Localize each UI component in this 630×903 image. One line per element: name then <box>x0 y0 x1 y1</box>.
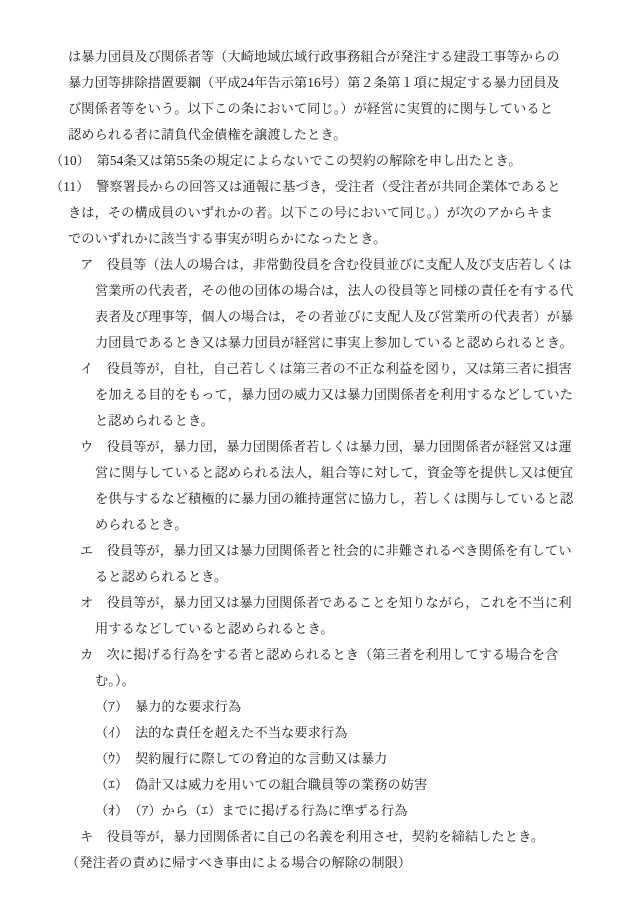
sub-item-e: （ｴ） 偽計又は威力を用いての組合職員等の業務の妨害 <box>95 777 428 792</box>
numbered-item-11-line: でのいずれかに該当する事実が明らかになったとき。 <box>68 231 387 246</box>
sub-item-i: （ｲ） 法的な責任を超えた不当な要求行為 <box>95 725 348 740</box>
paragraph-line: は暴力団員及び関係者等（大崎地域広域行政事務組合が発注する建設工事等からの <box>68 49 560 64</box>
section-heading: （発注者の責めに帰すべき事由による場合の解除の制限） <box>66 855 412 870</box>
katakana-item-e-line: ると認められるとき。 <box>95 569 228 584</box>
katakana-item-ki: キ 役員等が，暴力団関係者に自己の名義を利用させ，契約を締結したとき。 <box>80 829 545 844</box>
katakana-item-ka: カ 次に掲げる行為をする者と認められるとき（第三者を利用してする場合を含 <box>80 647 559 662</box>
katakana-item-a-line: 表者及び理事等，個人の場合は，その者並びに支配人及び営業所の代表者）が暴 <box>95 309 574 324</box>
sub-item-o: （ｵ） （ｱ）から（ｴ）までに掲げる行為に準ずる行為 <box>95 803 408 818</box>
paragraph-line: び関係者等をいう。以下この条において同じ。）が経営に実質的に関与していると <box>68 101 554 116</box>
katakana-item-o-line: 用するなどしていると認められるとき。 <box>95 621 334 636</box>
sub-item-u: （ｳ） 契約履行に際しての脅迫的な言動又は暴力 <box>95 751 388 766</box>
document-body <box>0 44 630 876</box>
katakana-item-o: オ 役員等が，暴力団又は暴力団関係者であることを知りながら，これを不当に利 <box>80 595 572 610</box>
katakana-item-u-line: 営に関与していると認められる法人，組合等に対して，資金等を提供し又は便宜 <box>95 465 574 480</box>
katakana-item-i-line: と認められるとき。 <box>95 413 215 428</box>
katakana-item-u-line: を供与するなど積極的に暴力団の維持運営に協力し，若しくは関与していると認 <box>95 491 574 506</box>
paragraph-line: 認められる者に請負代金債権を譲渡したとき。 <box>68 127 347 142</box>
katakana-item-i: イ 役員等が，自社，自己若しくは第三者の不正な利益を図り，又は第三者に損害 <box>80 361 572 376</box>
katakana-item-a: ア 役員等（法人の場合は，非常勤役員を含む役員並びに支配人及び支店若しくは <box>80 257 572 272</box>
katakana-item-u: ウ 役員等が，暴力団，暴力団関係者若しくは暴力団，暴力団関係者が経営又は運 <box>80 439 572 454</box>
numbered-item-10: （10） 第54条又は第55条の規定によらないでこの契約の解除を申し出たとき。 <box>50 153 522 168</box>
katakana-item-u-line: められるとき。 <box>95 517 188 532</box>
paragraph-line: 暴力団等排除措置要綱（平成24年告示第16号）第２条第１項に規定する暴力団員及 <box>68 75 560 90</box>
katakana-item-e: エ 役員等が，暴力団又は暴力団関係者と社会的に非難されるべき関係を有してい <box>80 543 572 558</box>
sub-item-a: （ｱ） 暴力的な要求行為 <box>95 699 242 714</box>
katakana-item-a-line: 営業所の代表者，その他の団体の場合は，法人の役員等と同様の責任を有する代 <box>95 283 574 298</box>
katakana-item-a-line: 力団員であるとき又は暴力団員が経営に事実上参加していると認められるとき。 <box>95 335 573 350</box>
numbered-item-11-line: きは，その構成員のいずれかの者。以下この号において同じ。）が次のアからキま <box>68 205 554 220</box>
numbered-item-11: （11） 警察署長からの回答又は通報に基づき，受注者（受注者が共同企業体であると <box>50 179 561 194</box>
katakana-item-i-line: を加える目的をもって，暴力団の威力又は暴力団関係者を利用するなどしていた <box>95 387 574 402</box>
katakana-item-ka-line: む。）。 <box>95 673 135 688</box>
